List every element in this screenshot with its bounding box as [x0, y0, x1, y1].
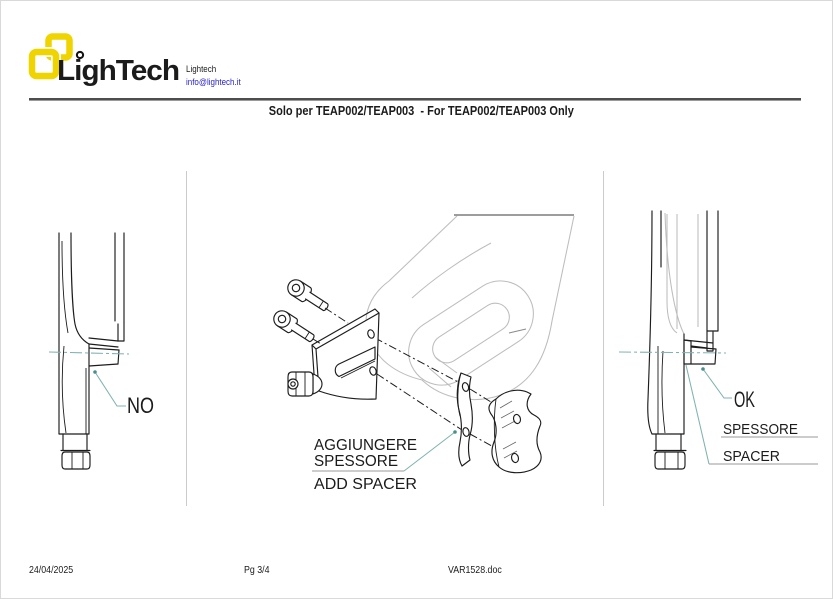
leader-dot: [93, 370, 97, 374]
label-spessore: SPESSORE: [314, 453, 398, 470]
leader-dot: [453, 430, 457, 434]
swingarm-side-view: [59, 233, 124, 469]
centerline: [619, 352, 726, 353]
axle-nut: [655, 452, 685, 469]
bolt-lower: [271, 308, 318, 346]
swingarm-side-view: [648, 211, 718, 469]
panel-no-view: [1, 161, 186, 521]
panel-divider-left: [186, 171, 187, 506]
leader-dot: [701, 367, 705, 371]
email-link[interactable]: info@lightech.it: [186, 77, 241, 88]
bolt-upper: [285, 277, 332, 315]
footer-page-number: Pg 3/4: [244, 564, 270, 576]
installed-spacer: [684, 340, 691, 364]
label-ok: OK: [734, 387, 756, 412]
footer-filename: VAR1528.doc: [448, 564, 502, 576]
tensioner-hook: [489, 390, 541, 472]
adjuster-bracket: [288, 309, 379, 399]
label-spacer: SPACER: [723, 448, 781, 465]
adjuster-nut: [288, 372, 322, 396]
ok-leader-line: [701, 367, 732, 398]
label-spessore: SPESSORE: [723, 421, 798, 438]
panel-ok-view: [601, 161, 833, 521]
panel-exploded-view: [189, 161, 604, 521]
swingarm-ghost: [366, 215, 574, 400]
axle-nut: [62, 452, 90, 469]
label-add-spacer: ADD SPACER: [314, 476, 417, 493]
swingarm-ghost-lines: [665, 213, 698, 334]
spacer-plate: [457, 373, 472, 466]
logo-wordmark: LighTech: [57, 55, 179, 87]
header-divider: [29, 98, 801, 101]
no-leader-line: [93, 370, 126, 406]
label-no: NO: [127, 393, 154, 418]
footer-date: 24/04/2025: [29, 564, 74, 576]
page-title: Solo per TEAP002/TEAP003 - For TEAP002/TEAP003 Only: [268, 104, 574, 118]
label-aggiungere: AGGIUNGERE: [314, 437, 417, 454]
company-name: Lightech: [186, 64, 217, 75]
